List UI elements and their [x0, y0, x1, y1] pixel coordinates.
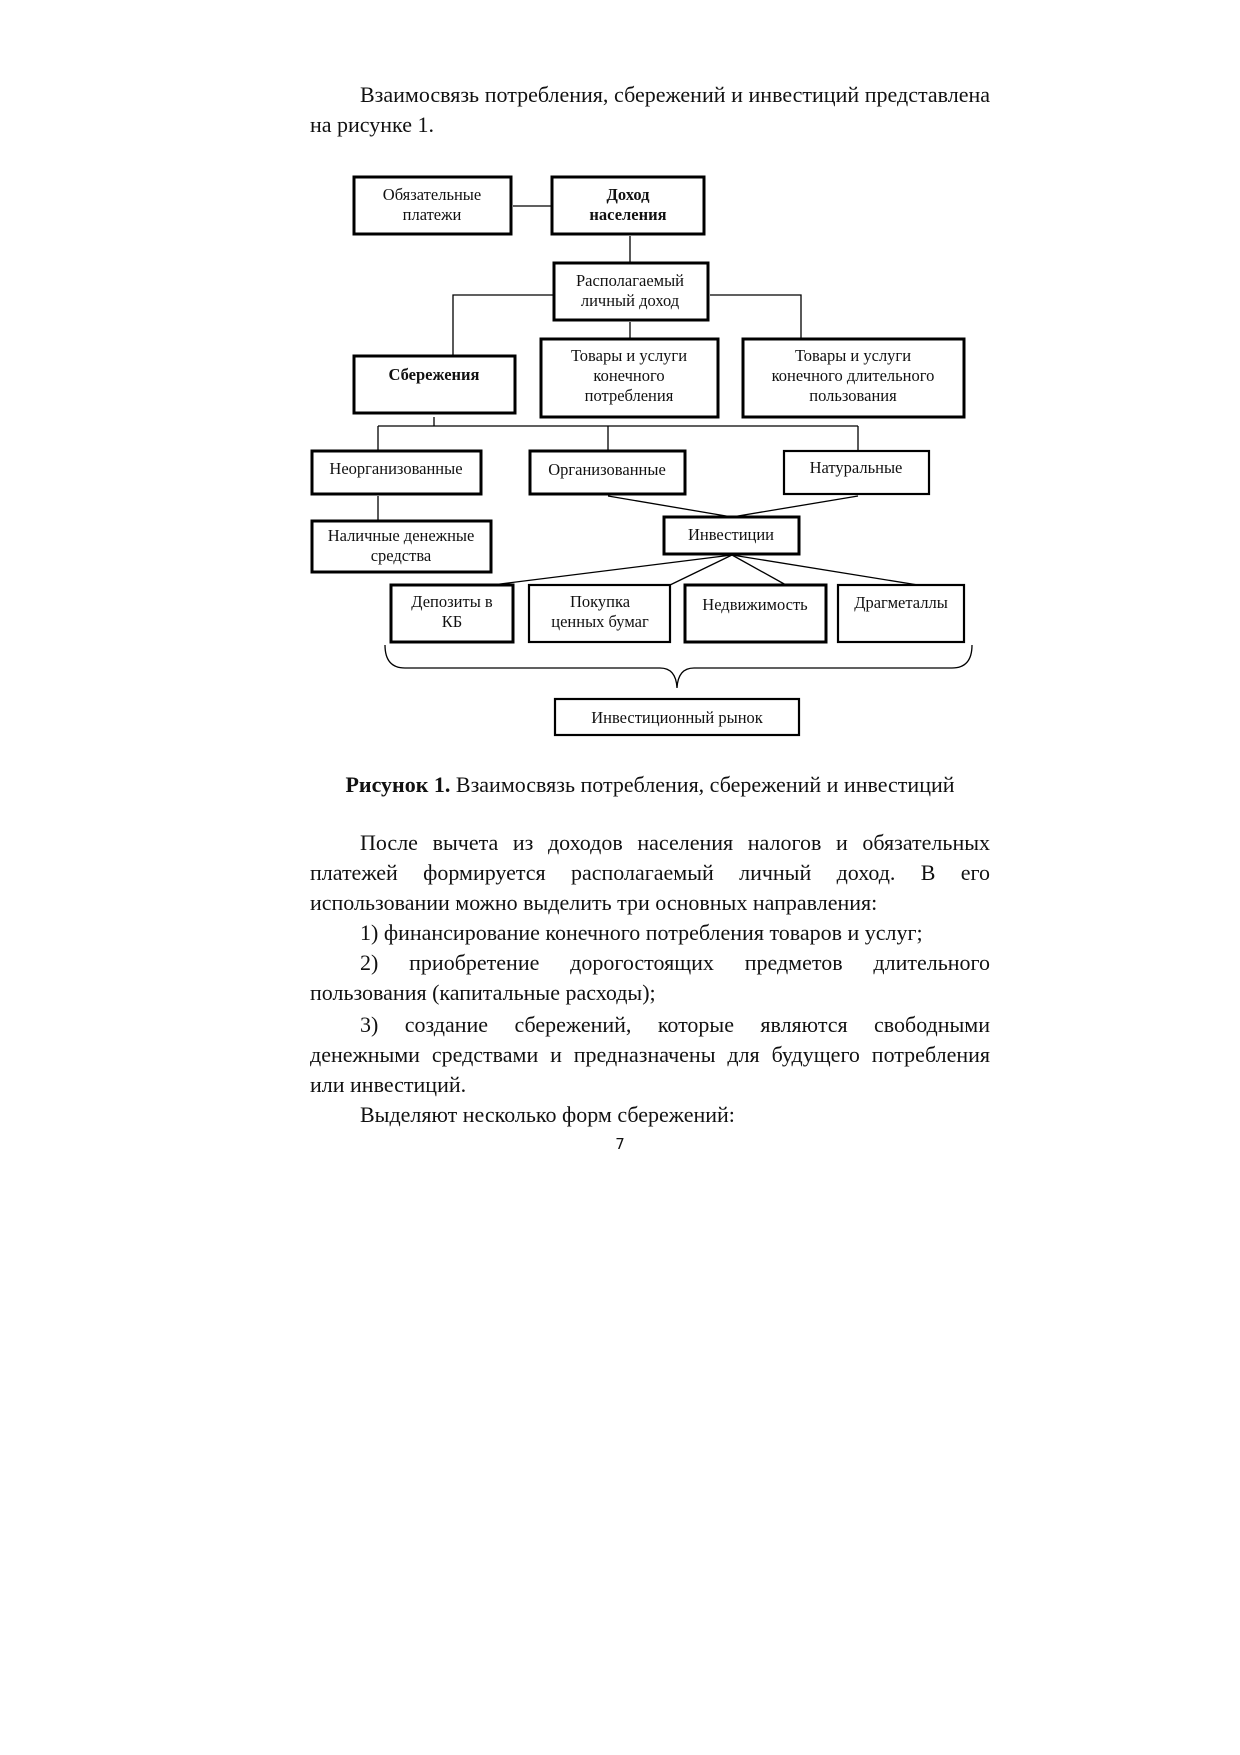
intro-line-2: на рисунке 1.	[310, 112, 434, 137]
svg-text:Наличные денежные: Наличные денежные	[327, 526, 475, 545]
svg-text:КБ: КБ	[441, 612, 463, 631]
svg-text:Депозиты в: Депозиты в	[411, 592, 493, 611]
svg-text:Сбережения: Сбережения	[388, 365, 480, 384]
svg-text:личный доход: личный доход	[580, 291, 680, 310]
list-item-3-line-3: или инвестиций.	[310, 1072, 467, 1097]
list-item-2-line-1: 2) приобретение дорогостоящих предметов длительного	[360, 950, 990, 975]
p1-line-3: использовании можно выделить три основных направления:	[310, 890, 878, 915]
svg-text:Покупка: Покупка	[569, 592, 631, 611]
list-item-3-line-1: 3) создание сбережений, которые являются свободными	[360, 1012, 990, 1037]
figure-caption	[310, 770, 990, 800]
svg-text:Неорганизованные: Неорганизованные	[329, 459, 463, 478]
page-number: 7	[615, 1135, 625, 1153]
box-natural	[784, 451, 929, 494]
svg-text:Товары и услуги: Товары и услуги	[794, 346, 912, 365]
box-income	[552, 177, 704, 234]
box-real-estate	[685, 585, 826, 642]
box-cash	[312, 521, 491, 572]
box-securities	[529, 585, 670, 642]
svg-text:Натуральные: Натуральные	[809, 458, 903, 477]
box-investment-market	[555, 699, 799, 735]
svg-text:потребления: потребления	[584, 386, 674, 405]
p1-line-1: После вычета из доходов населения налогов и обязательных	[360, 830, 990, 855]
svg-text:Обязательные: Обязательные	[382, 185, 482, 204]
svg-text:Недвижимость: Недвижимость	[702, 595, 808, 614]
intro-line-1: Взаимосвязь потребления, сбережений и инвестиций представлена	[360, 82, 990, 107]
svg-text:Инвестиционный рынок: Инвестиционный рынок	[591, 708, 763, 727]
list-item-2-line-2: пользования (капитальные расходы);	[310, 980, 656, 1005]
box-precious-metals	[838, 585, 964, 642]
svg-text:средства: средства	[370, 546, 432, 565]
grouping-brace	[385, 645, 972, 688]
svg-text:конечного: конечного	[593, 366, 665, 385]
caption-label: Рисунок 1.	[345, 772, 451, 797]
svg-text:платежи: платежи	[402, 205, 462, 224]
svg-text:Товары и услуги: Товары и услуги	[570, 346, 688, 365]
list-item-3-line-2: денежными средствами и предназначены для будущего потребления	[310, 1042, 990, 1067]
box-disposable-income	[554, 263, 708, 320]
svg-text:конечного длительного: конечного длительного	[771, 366, 935, 385]
svg-text:Драгметаллы: Драгметаллы	[854, 593, 948, 612]
box-savings	[354, 356, 515, 413]
svg-text:населения: населения	[589, 205, 667, 224]
p1-line-2: платежей формируется располагаемый личный доход. В его	[310, 860, 990, 885]
box-mandatory-payments	[354, 177, 511, 234]
box-investments	[664, 517, 799, 554]
box-deposits	[391, 585, 513, 642]
svg-text:Располагаемый: Располагаемый	[575, 271, 685, 290]
box-consumer-goods	[541, 339, 718, 417]
svg-text:Доход: Доход	[606, 185, 650, 204]
box-organized	[530, 451, 685, 494]
list-item-1: 1) финансирование конечного потребления товаров и услуг;	[360, 920, 923, 945]
box-durable-goods	[743, 339, 964, 417]
box-unorganized	[312, 451, 481, 494]
svg-text:Инвестиции: Инвестиции	[687, 525, 775, 544]
relationship-diagram	[0, 0, 1240, 760]
caption-text: Взаимосвязь потребления, сбережений и инвестиций	[450, 772, 955, 797]
svg-text:ценных бумаг: ценных бумаг	[551, 612, 649, 631]
closing-line: Выделяют несколько форм сбережений:	[360, 1102, 735, 1127]
svg-text:пользования: пользования	[809, 386, 897, 405]
svg-text:Организованные: Организованные	[548, 460, 666, 479]
